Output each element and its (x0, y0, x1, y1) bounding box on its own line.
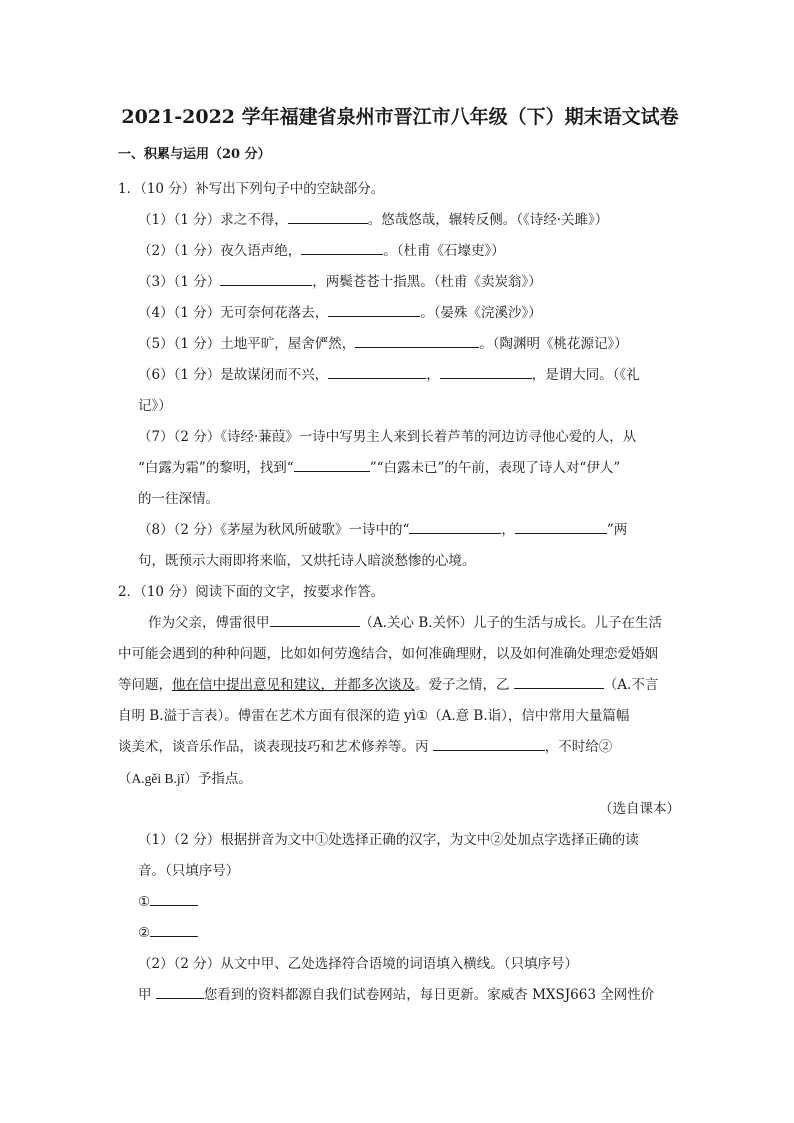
answer-blank[interactable] (294, 457, 370, 472)
answer-blank[interactable] (301, 240, 383, 255)
q1-item-7-line3: 的一往深情。 (138, 491, 219, 507)
q2-sub2-line1: （2）（2 分）从文中甲、乙处选择符合语境的词语填入横线。（只填序号） (138, 956, 578, 972)
q1-item-6-cont: 记》） (138, 398, 172, 414)
q2-stem: 2．（10 分）阅读下面的文字，按要求作答。 (118, 584, 385, 600)
q2-passage-line6: （A.gěi B.jǐ）予指点。 (118, 771, 252, 786)
q1-item-2: （2）（1 分）夜久语声绝， 。（杜甫《石壕吏》） (118, 236, 682, 267)
answer-blank[interactable] (328, 302, 420, 317)
answer-blank[interactable] (220, 271, 312, 286)
q2-sub1-answer1: ① (118, 887, 682, 918)
answer-blank[interactable] (515, 519, 607, 534)
q2-source: （选自课本） (599, 801, 680, 817)
q1-stem: 1．（10 分）补写出下列句子中的空缺部分。 (118, 181, 385, 197)
q1-item-8-line1: （8）（2 分）《茅屋为秋风所破歌》一诗中的“ ， ”两 (118, 515, 682, 546)
exam-title: 2021-2022 学年福建省泉州市晋江市八年级（下）期末语文试卷 (121, 106, 679, 128)
q2-sub1-line2: 音。（只填序号） (138, 863, 240, 879)
q1-item-6: （6）（1 分）是故谋闭而不兴， ， ，是谓大同。（《礼 (118, 360, 682, 391)
q2-passage-line5: 谈美术，谈音乐作品，谈表现技巧和艺术修养等。丙 ，不时给② (118, 732, 682, 763)
section-heading-1: 一、积累与运用（20 分） (118, 147, 271, 162)
underlined-sentence: 他在信中提出意见和建议，并都多次谈及 (172, 677, 415, 693)
q2-passage-line2: 中可能会遇到的种种问题，比如如何劳逸结合，如何准确理财，以及如何准确处理恋爱婚姻 (118, 646, 658, 662)
answer-blank[interactable] (328, 364, 426, 379)
answer-blank[interactable] (440, 364, 532, 379)
answer-blank[interactable] (433, 736, 545, 751)
q1-item-1: （1）（1 分）求之不得， 。悠哉悠哉，辗转反侧。（《诗经·关雎》） (118, 205, 682, 236)
q1-item-5: （5）（1 分）土地平旷，屋舍俨然， 。（陶渊明《桃花源记》） (118, 329, 682, 360)
answer-blank[interactable] (150, 922, 198, 937)
q2-passage-line4: 自明 B.溢于言表）。傅雷在艺术方面有很深的造 yì①（A.意 B.诣），信中常用大量篇幅 (118, 708, 630, 724)
answer-blank[interactable] (514, 674, 604, 689)
q2-sub2-line2: 甲 您看到的资料都源自我们试卷网站，每日更新。家威杏 MXSJ663 全网性价 (118, 980, 682, 1011)
q1-item-7-line2: “白露为霜”的黎明，找到“ ”“白露未已”的午前，表现了诗人对“伊人” (118, 453, 682, 484)
q1-item-3: （3）（1 分） ，两鬓苍苍十指黑。（杜甫《卖炭翁》） (118, 267, 682, 298)
q2-sub1-line1: （1）（2 分）根据拼音为文中①处选择正确的汉字，为文中②处加点字选择正确的读 (138, 832, 639, 848)
q2-sub1-answer2: ② (118, 918, 682, 949)
answer-blank[interactable] (409, 519, 501, 534)
q1-item-7-line1: （7）（2 分）《诗经·蒹葭》一诗中写男主人来到长着芦苇的河边访寻他心爱的人，从 (138, 429, 637, 445)
q2-passage-line1: 作为父亲，傅雷很甲 （A.关心 B.关怀）儿子的生活与成长。儿子在生活 (118, 608, 682, 639)
answer-blank[interactable] (150, 891, 198, 906)
answer-blank[interactable] (288, 209, 368, 224)
answer-blank[interactable] (270, 612, 360, 627)
q1-item-4: （4）（1 分）无可奈何花落去， 。（晏殊《浣溪沙》） (118, 298, 682, 329)
answer-blank[interactable] (156, 984, 204, 999)
answer-blank[interactable] (355, 333, 479, 348)
q2-passage-line3: 等问题，他在信中提出意见和建议，并都多次谈及。爱子之情，乙 （A.不言 (118, 670, 682, 701)
q1-item-8-line2: 句，既预示大雨即将来临，又烘托诗人暗淡愁惨的心境。 (138, 553, 476, 569)
